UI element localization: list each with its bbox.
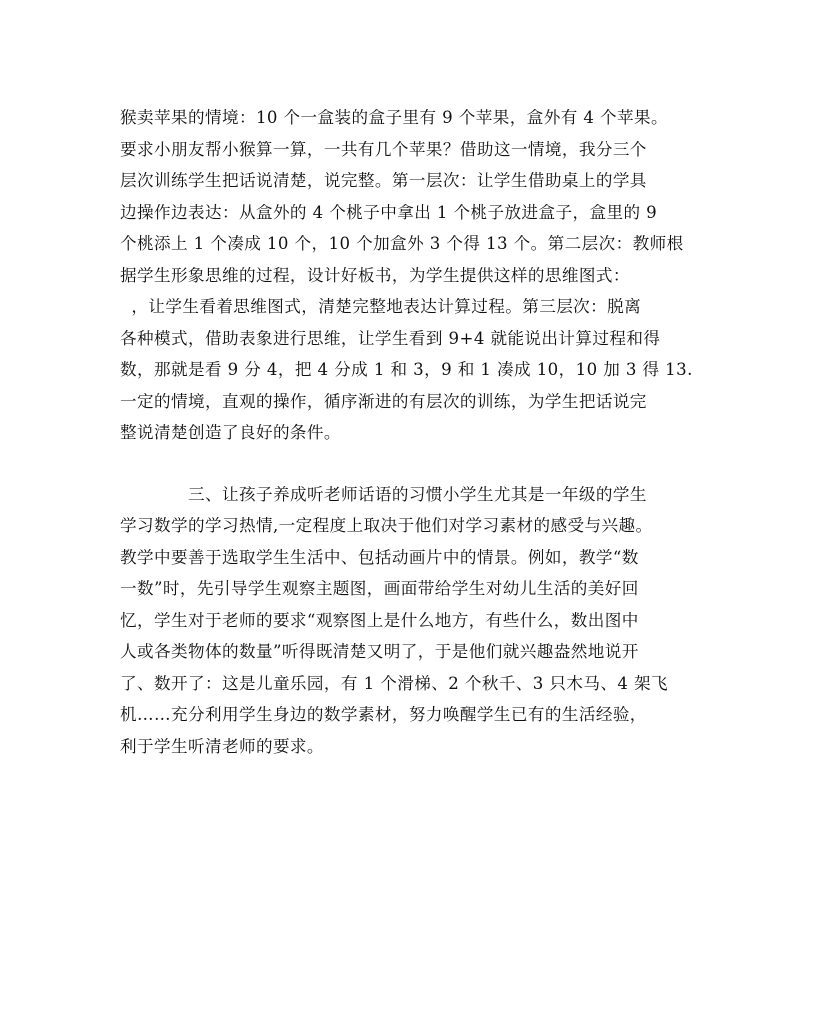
paragraph-line: 层次训练学生把话说清楚，说完整。第一层次：让学生借助桌上的学具 [120,171,647,190]
paragraph-gap [120,449,704,479]
paragraph-line: 了、数开了：这是儿童乐园，有 1 个滑梯、2 个秋千、3 只木马、4 架飞 [120,673,669,693]
paragraph-line: 学习数学的学习热情,一定程度上取决于他们对学习素材的感受与兴趣。 [120,516,653,535]
paragraph-line: 数，那就是看 9 分 4，把 4 分成 1 和 3，9 和 1 凑成 10，10 加 3 得 13. [120,360,693,379]
paragraph-line: ，让学生看着思维图式，清楚完整地表达计算过程。第三层次：脱离 [120,297,642,316]
paragraph-line: 机……充分利用学生身边的数学素材，努力唤醒学生已有的生活经验， [120,705,647,724]
paragraph-line: 个桃添上 1 个凑成 10 个，10 个加盒外 3 个得 13 个。第二层次：教师根 [120,234,684,253]
paragraph-line: 各种模式，借助表象进行思维，让学生看到 9+4 就能说出计算过程和得 [120,328,661,348]
paragraph-line: 要求小朋友帮小猴算一算，一共有几个苹果？借助这一情境，我分三个 [120,139,647,159]
paragraph-line: 一定的情境，直观的操作，循序渐进的有层次的训练，为学生把话说完 [120,391,647,411]
paragraph-line: 人或各类物体的数量”听得既清楚又明了，于是他们就兴趣盎然地说开 [120,642,639,661]
paragraph-line: 据学生形象思维的过程，设计好板书，为学生提供这样的思维图式： [120,265,630,285]
paragraph-line: 边操作边表达：从盒外的 4 个桃子中拿出 1 个桃子放进盒子，盒里的 9 [120,202,658,222]
document-body [120,102,704,762]
paragraph-line: 猴卖苹果的情境：10 个一盒装的盒子里有 9 个苹果，盒外有 4 个苹果。 [120,108,669,127]
paragraph-line: 忆，学生对于老师的要求“观察图上是什么地方，有些什么，数出图中 [120,610,639,630]
paragraph-line: 教学中要善于选取学生生活中、包括动画片中的情景。例如，教学“数 [120,547,639,567]
paragraph-line: 三、让孩子养成听老师话语的习惯小学生尤其是一年级的学生 [188,484,647,504]
paragraph-line: 一数”时，先引导学生观察主题图，画面带给学生对幼儿生活的美好回 [120,579,639,598]
paragraph-line: 整说清楚创造了良好的条件。 [120,423,341,442]
paragraph-2 [120,479,704,763]
paragraph-1 [120,102,704,449]
paragraph-line: 利于学生听清老师的要求。 [120,736,324,756]
